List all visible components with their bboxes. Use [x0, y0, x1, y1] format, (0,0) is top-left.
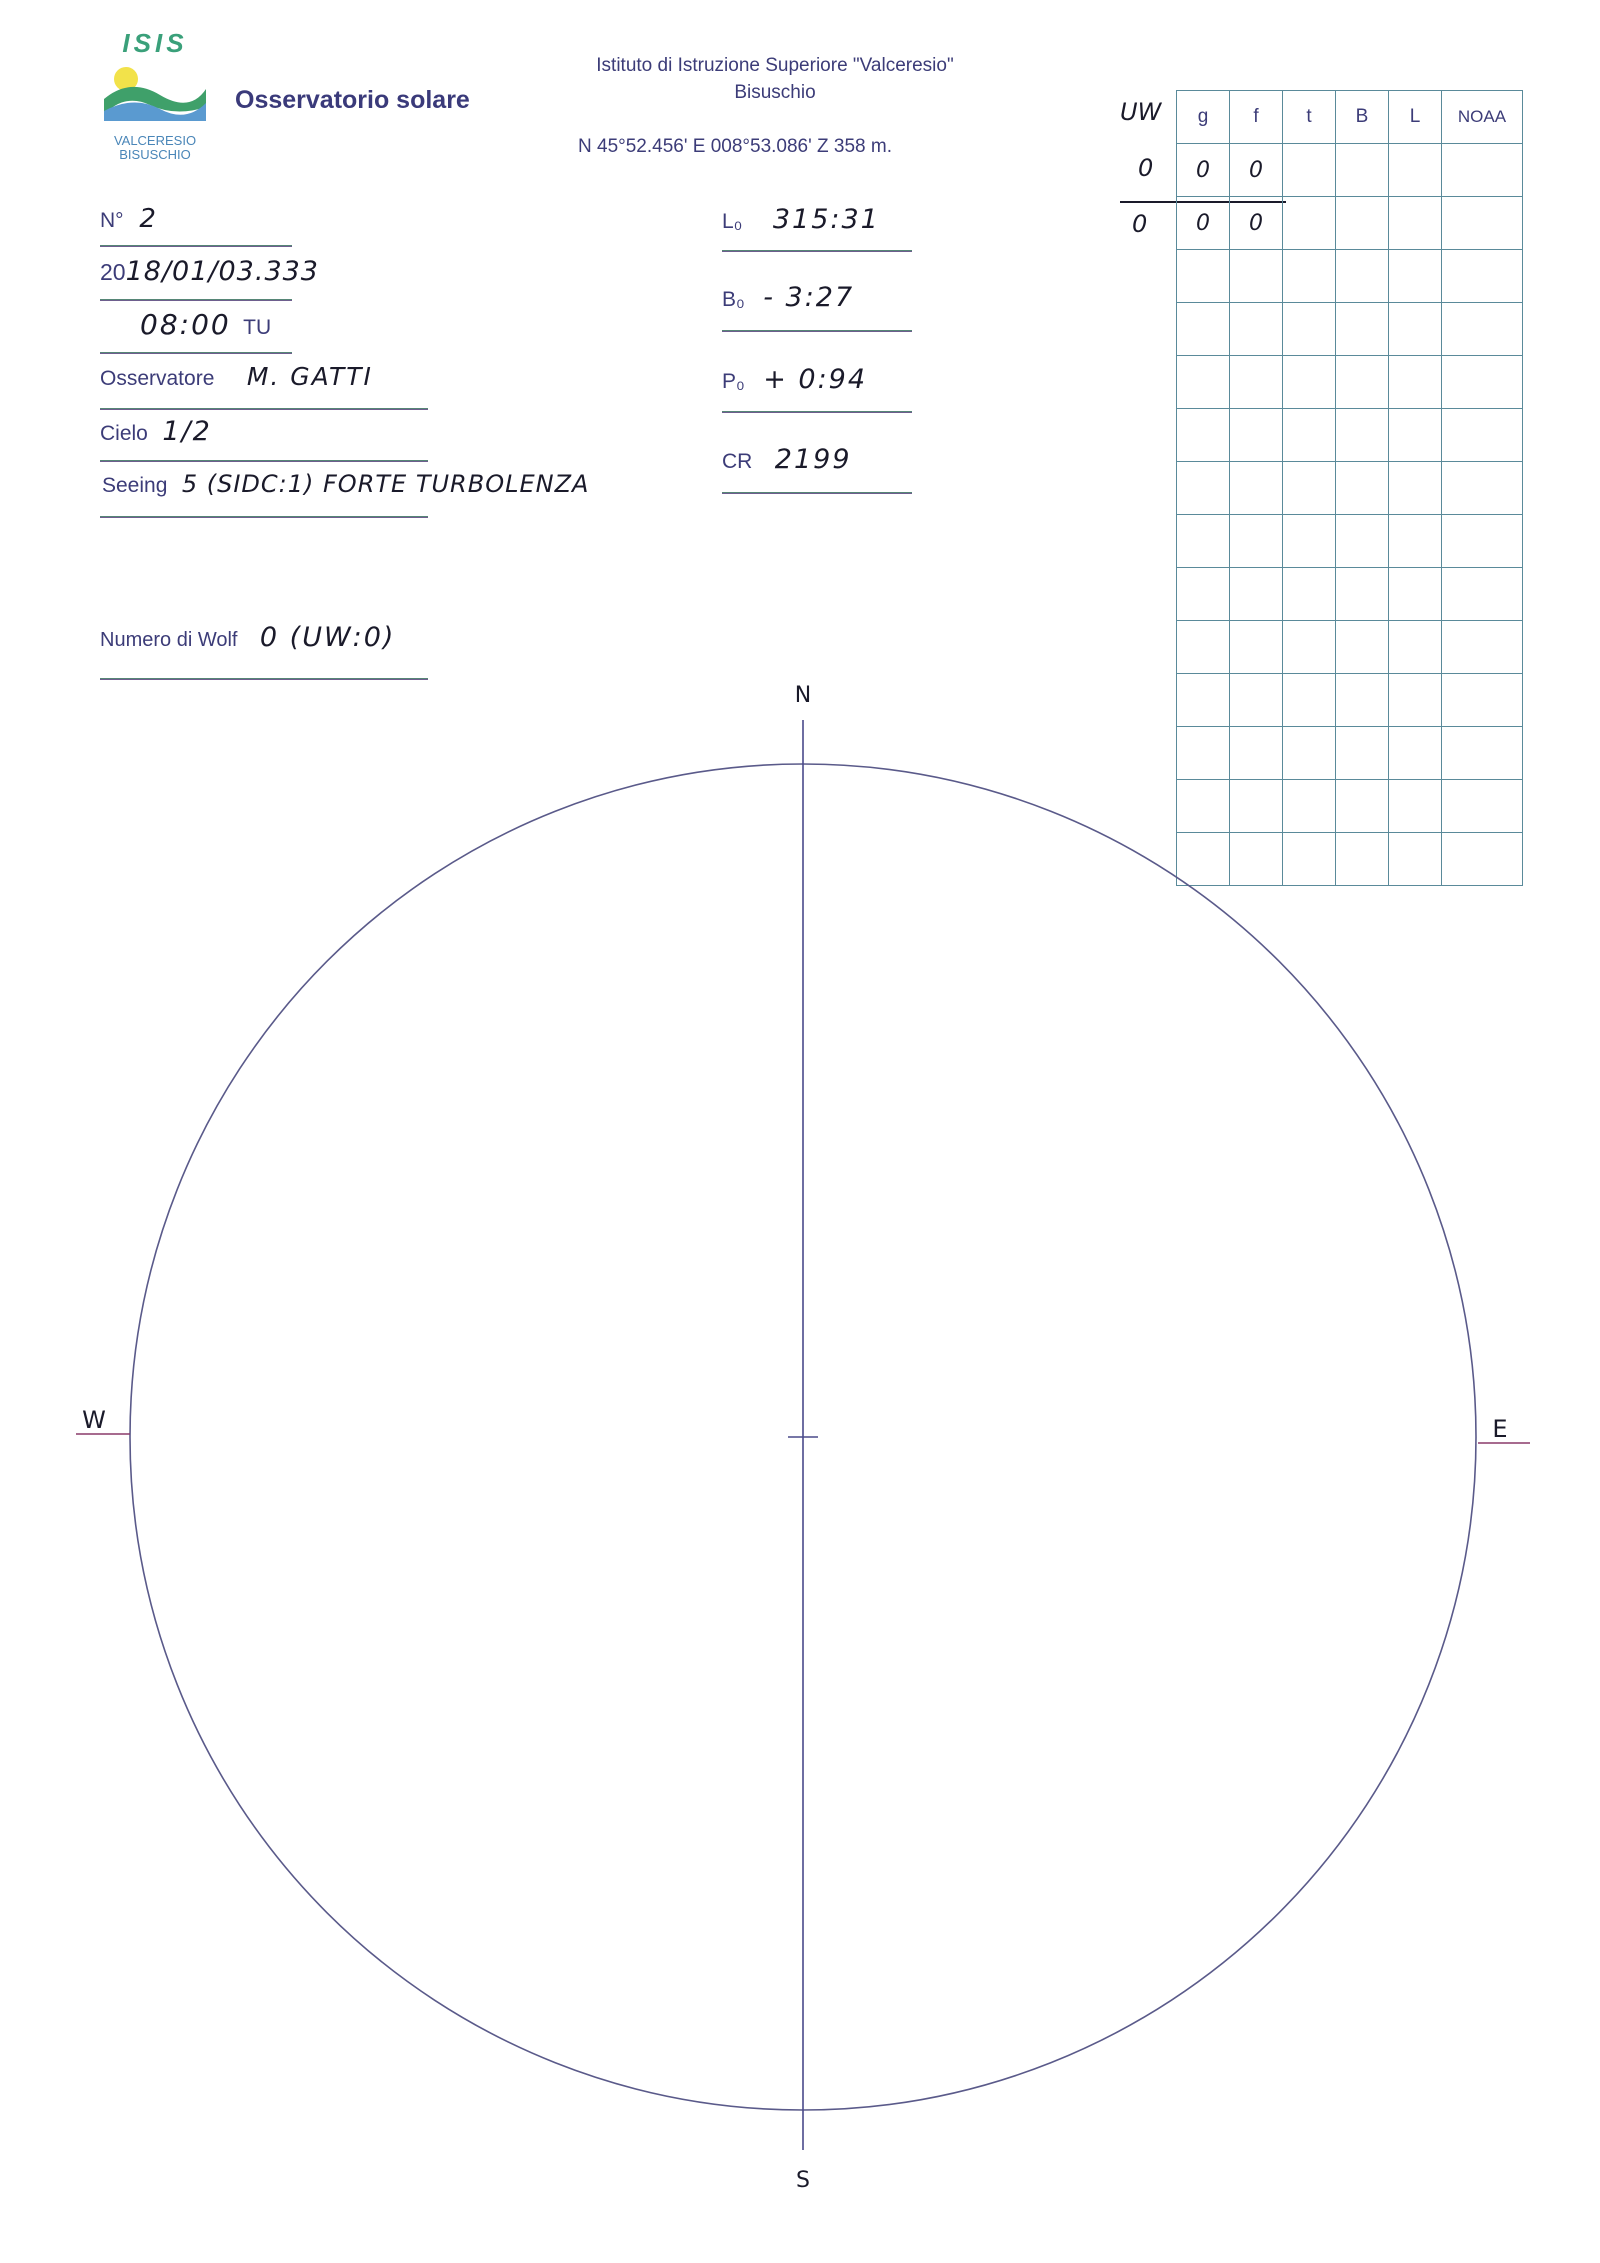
south-label: S — [796, 2168, 810, 2193]
header-g: g — [1177, 91, 1230, 144]
site-coordinates: N 45°52.456' E 008°53.086' Z 358 m. — [578, 136, 892, 157]
l0-field: L₀ 315:31 — [722, 204, 880, 235]
table-cell: 0 — [1177, 144, 1230, 197]
uw-header: UW — [1120, 98, 1162, 126]
east-label: E — [1492, 1415, 1508, 1443]
wolf-number-field: Numero di Wolf 0 (UW:0) — [100, 622, 396, 653]
time-field: 08:00 TU — [140, 308, 272, 341]
carrington-rotation-field: CR 2199 — [722, 444, 852, 475]
seeing-field: Seeing 5 (SIDC:1) FORTE TURBOLENZA — [102, 470, 590, 498]
sky-field: Cielo 1/2 — [100, 416, 212, 447]
header-l: L — [1389, 91, 1442, 144]
date-field: 2018/01/03.333 — [100, 256, 319, 287]
header-t: t — [1283, 91, 1336, 144]
observer-field: Osservatore M. GATTI — [100, 362, 373, 391]
logo-caption: VALCERESIO BISUSCHIO — [113, 133, 197, 162]
header-noaa: NOAA — [1442, 91, 1523, 144]
logo-mark: ISIS — [122, 28, 188, 58]
b0-field: B₀ - 3:27 — [722, 282, 855, 313]
west-label: W — [82, 1406, 106, 1434]
page-title: Osservatorio solare — [235, 86, 470, 114]
table-cell: 0 — [1230, 144, 1283, 197]
institute-name: Istituto di Istruzione Superiore "Valceresio" Bisuschio — [596, 55, 954, 103]
header-b: B — [1336, 91, 1389, 144]
uw-value: 0 — [1138, 154, 1154, 182]
header-f: f — [1230, 91, 1283, 144]
uw-value: 0 — [1132, 210, 1148, 238]
p0-field: P₀ + 0:94 — [722, 364, 868, 395]
number-field: N° 2 — [100, 204, 158, 234]
table-cell: 0 — [1177, 197, 1230, 250]
north-label: N — [794, 683, 812, 708]
table-cell: 0 — [1230, 197, 1283, 250]
